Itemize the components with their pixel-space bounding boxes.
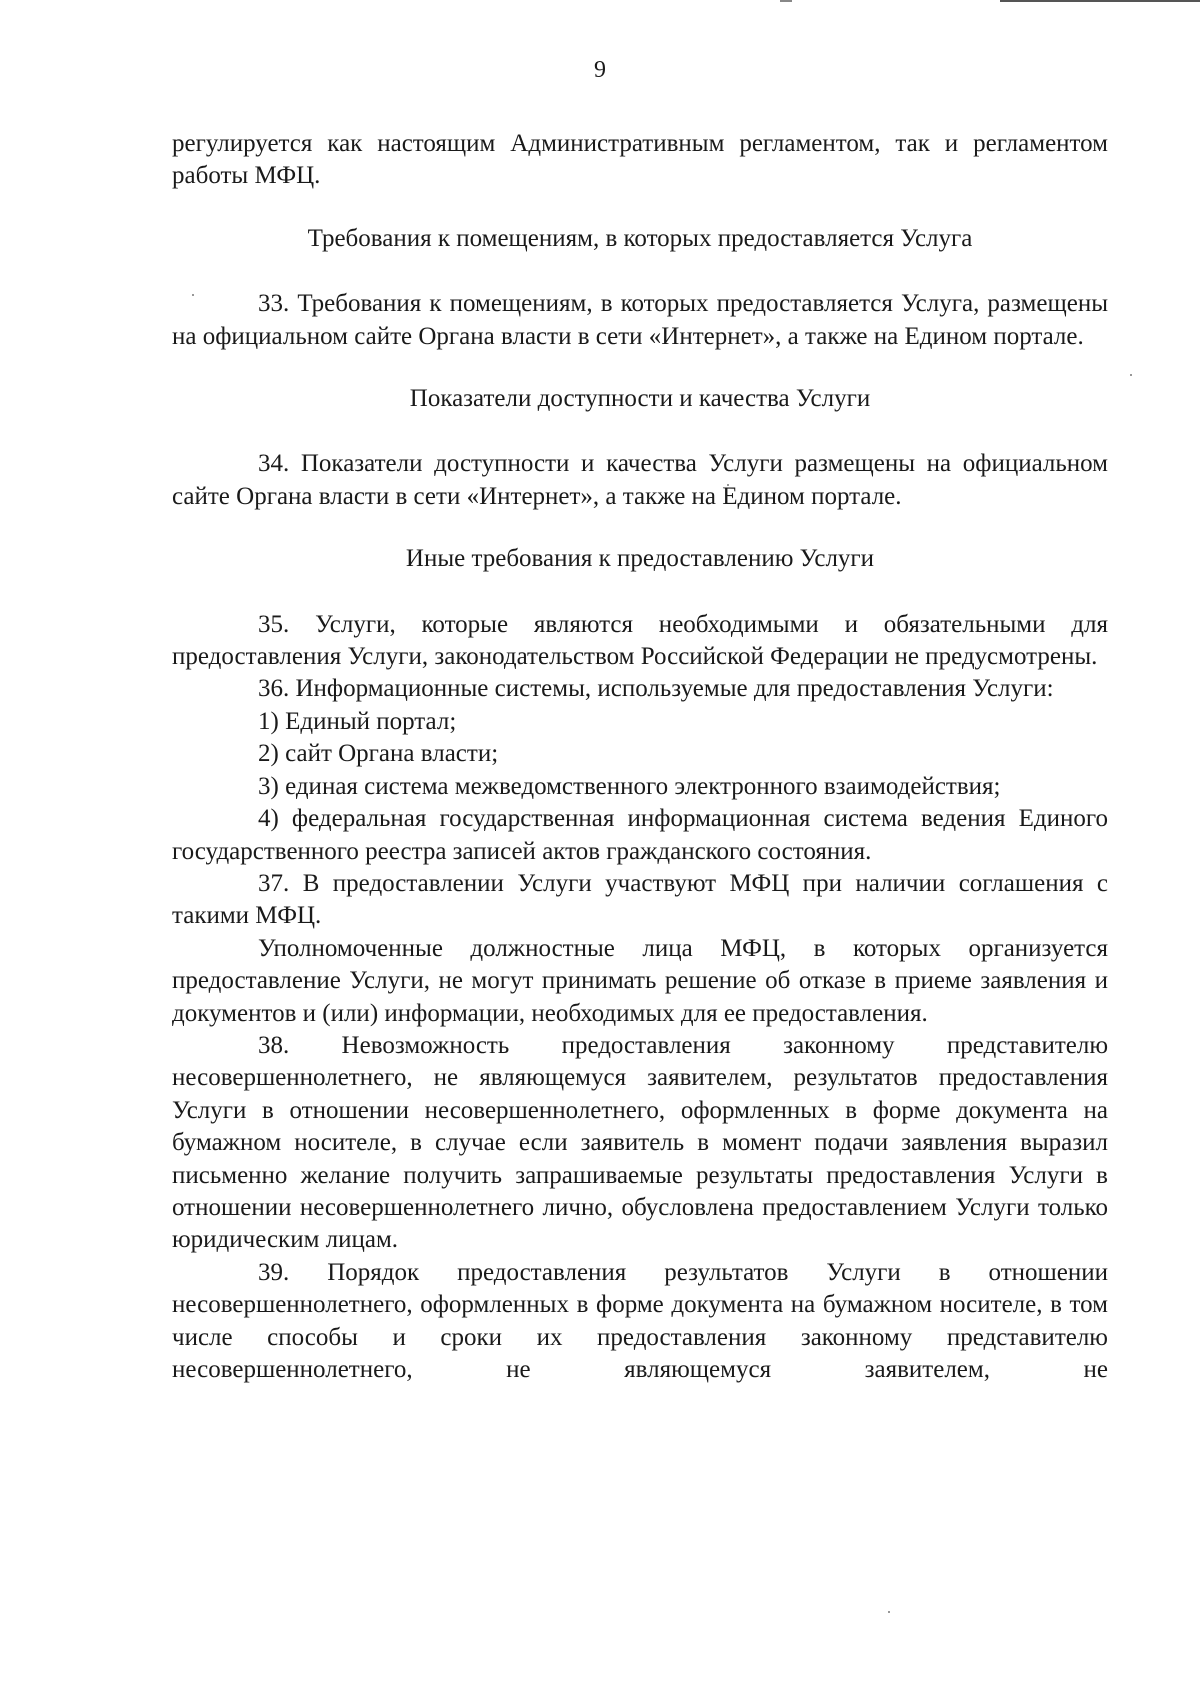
section-heading-other: Иные требования к предоставлению Услуги bbox=[405, 545, 875, 573]
scan-artifact bbox=[1000, 0, 1200, 2]
section-heading-premises: Требования к помещениям, в которых предоставляется Услуга bbox=[307, 224, 973, 252]
list-item-36-4: 4) федеральная государственная информационная система ведения Единого государственного реестра записей актов гражданского состояния. bbox=[172, 805, 1108, 865]
paragraph-33: 33. Требования к помещениям, в которых предоставляется Услуга, размещены на официальном сайте Органа власти в сети «Интернет», а также на Едином портале. bbox=[172, 290, 1108, 350]
continuation-paragraph: регулируется как настоящим Административным регламентом, так и регламентом работы МФЦ. bbox=[172, 130, 1108, 190]
paragraph-36: 36. Информационные системы, используемые для предоставления Услуги: bbox=[258, 675, 1054, 703]
paragraph-39: 39. Порядок предоставления результатов Услуги в отношении несовершеннолетнего, оформленных в форме документа на бумажном носителе, в том числе способы и сроки их предоставления законному представителю несовершеннолетнего, не являющемуся заявителем, не bbox=[172, 1258, 1108, 1383]
scan-speck bbox=[1130, 374, 1132, 376]
paragraph-35: 35. Услуги, которые являются необходимыми и обязательными для предоставления Услуги, законодательством Российской Федерации не предусмотрены. bbox=[172, 610, 1108, 671]
document-body bbox=[172, 128, 1108, 1386]
list-item-36-1: 1) Единый портал; bbox=[258, 707, 457, 735]
paragraph-37-continued: Уполномоченные должностные лица МФЦ, в которых организуется предоставление Услуги, не могут принимать решение об отказе в приеме заявления и документов и (или) информации, необходимых для ее предоставления. bbox=[172, 934, 1108, 1027]
page-number: 9 bbox=[594, 57, 606, 83]
paragraph-34: 34. Показатели доступности и качества Услуги размещены на официальном сайте Органа власти в сети «Интернет», а также на Едином портале. bbox=[172, 450, 1108, 510]
scan-artifact bbox=[780, 0, 792, 2]
scan-speck bbox=[888, 1611, 890, 1613]
list-item-36-2: 2) сайт Органа власти; bbox=[258, 740, 499, 768]
paragraph-38: 38. Невозможность предоставления законному представителю несовершеннолетнего, не являющемуся заявителем, результатов предоставления Услуги в отношении несовершеннолетнего, оформленных в форме документа на бумажном носителе, в случае если заявитель в момент подачи заявления выразил письменно желание получить запрашиваемые результаты предоставления Услуги в отношении несовершеннолетнего лично, обусловлена предоставлением Услуги только юридическим лицам. bbox=[172, 1031, 1108, 1254]
section-heading-indicators: Показатели доступности и качества Услуги bbox=[409, 385, 871, 413]
list-item-36-3: 3) единая система межведомственного электронного взаимодействия; bbox=[258, 772, 1001, 800]
paragraph-37: 37. В предоставлении Услуги участвуют МФЦ при наличии соглашения с такими МФЦ. bbox=[172, 869, 1108, 930]
